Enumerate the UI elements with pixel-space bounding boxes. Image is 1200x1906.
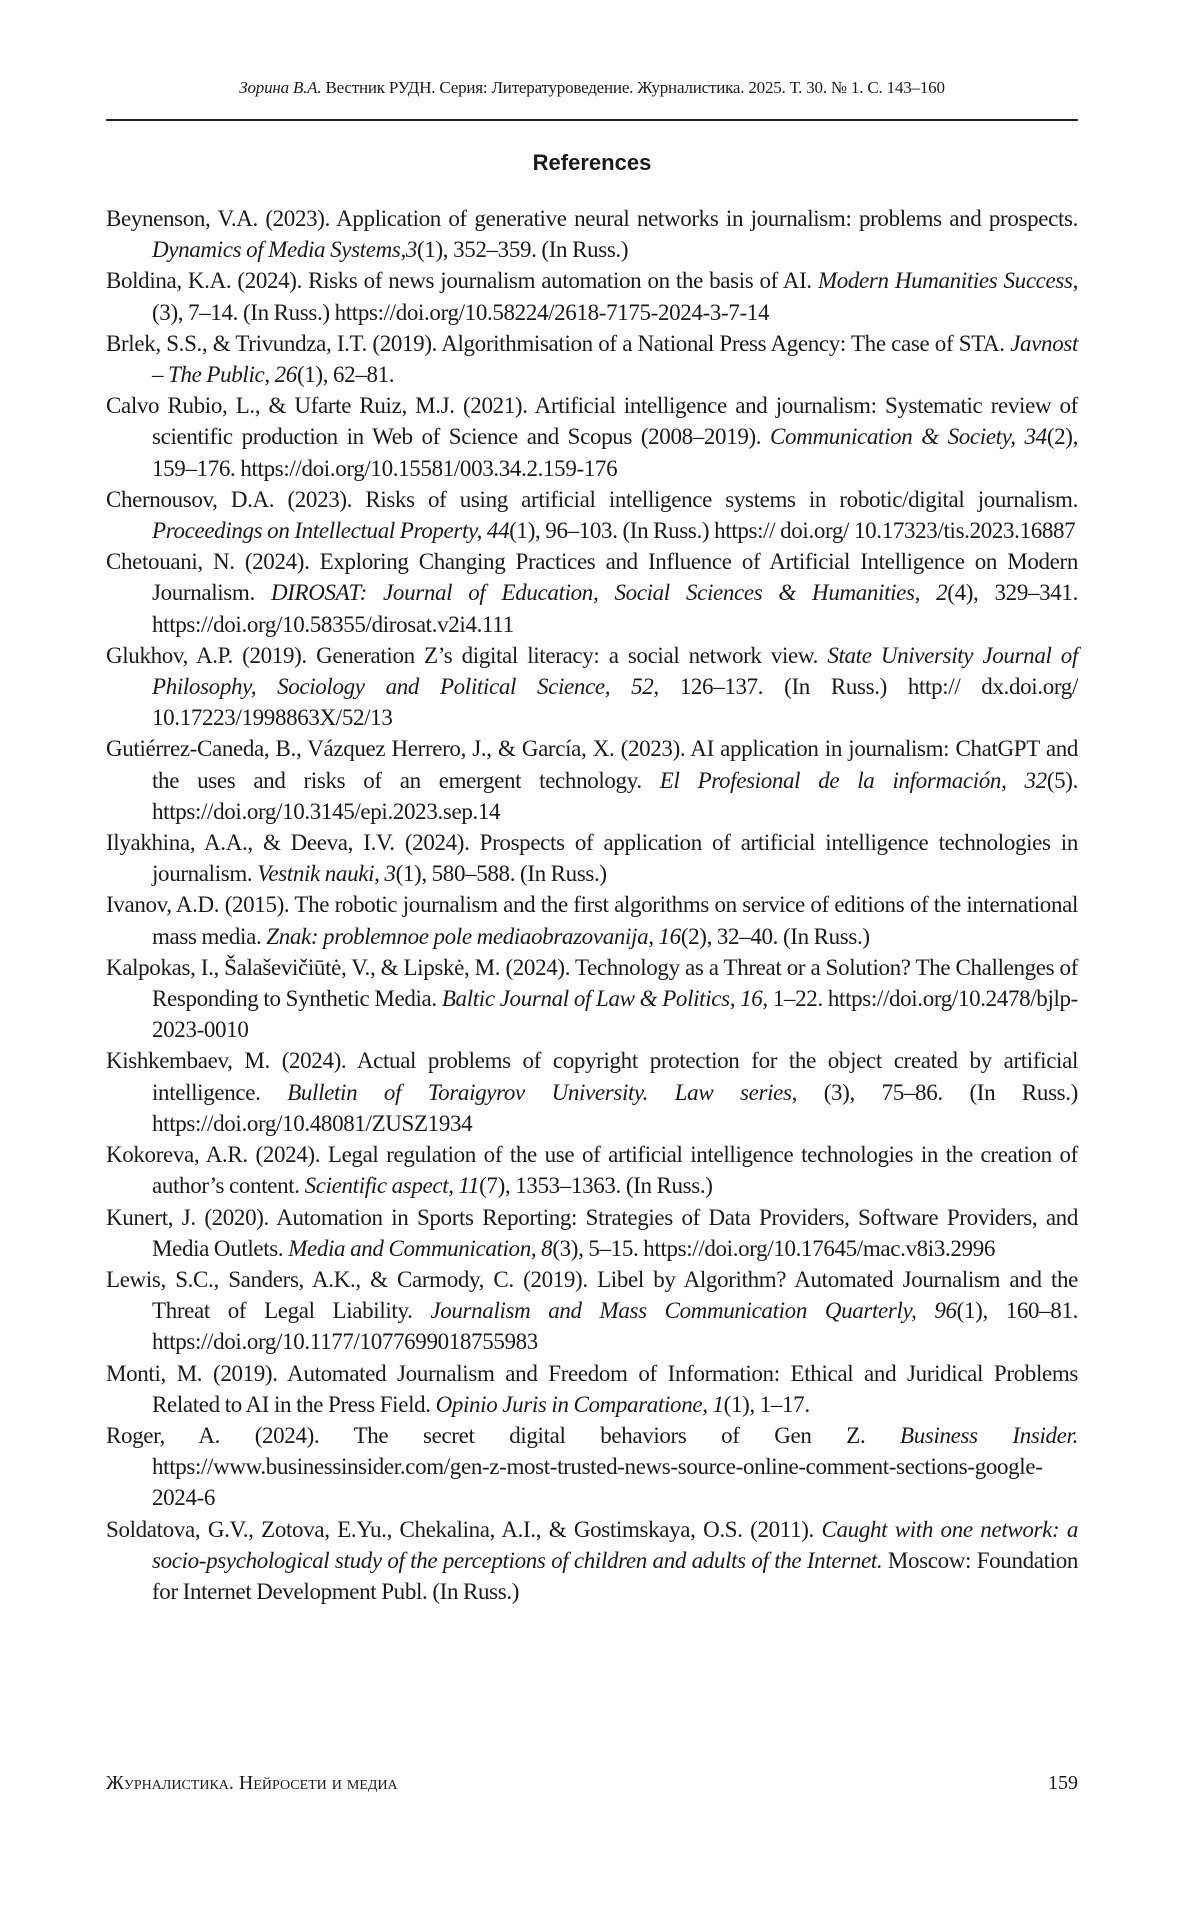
reference-list	[106, 203, 1078, 1607]
reference-entry	[106, 328, 1078, 390]
reference-text: (1), 580–588. (In Russ.)	[396, 861, 607, 886]
reference-source: Scientific aspect, 11	[305, 1173, 480, 1198]
reference-entry	[106, 889, 1078, 951]
reference-text: (1), 160–81. https://doi.org/10.1177/1077699018755983	[152, 1298, 1078, 1354]
reference-text: (7), 1353–1363. (In Russ.)	[479, 1173, 712, 1198]
reference-entry	[106, 546, 1078, 640]
reference-text: Chetouani, N. (2024). Exploring Changing Practices and Influence of Artificial Intelligence on Modern Journalism.	[106, 549, 1078, 605]
reference-source: Opinio Juris in Comparatione, 1	[436, 1392, 724, 1417]
reference-text: Chernousov, D.A. (2023). Risks of using artificial intelligence systems in robotic/digital journalism.	[106, 487, 1078, 512]
reference-entry	[106, 1139, 1078, 1201]
reference-text: 1–22. https://doi.org/10.2478/bjlp-2023-0010	[152, 986, 1078, 1042]
section-title: References	[106, 150, 1078, 176]
reference-entry	[106, 1202, 1078, 1264]
reference-source: State University Journal of Philosophy, Sociology and Political Science, 52,	[152, 643, 1078, 699]
reference-source: Znak: problemnoe pole mediaobrazovanija, 16	[266, 924, 681, 949]
reference-text: (1), 62–81.	[297, 362, 394, 387]
running-head-author: Зорина В.А.	[239, 78, 321, 97]
reference-entry	[106, 827, 1078, 889]
reference-text: Kunert, J. (2020). Automation in Sports Reporting: Strategies of Data Providers, Software Providers, and Media Outlets.	[106, 1205, 1078, 1261]
reference-text: Ivanov, A.D. (2015). The robotic journalism and the first algorithms on service of editions of the international mass media.	[106, 892, 1078, 948]
reference-text: Lewis, S.C., Sanders, A.K., & Carmody, C. (2019). Libel by Algorithm? Automated Journalism and the Threat of Legal Liability.	[106, 1267, 1078, 1323]
reference-entry	[106, 1514, 1078, 1608]
reference-entry	[106, 640, 1078, 734]
reference-text: Kishkembaev, M. (2024). Actual problems of copyright protection for the object created by artificial intelligence.	[106, 1048, 1078, 1104]
reference-entry	[106, 390, 1078, 484]
reference-entry	[106, 1420, 1078, 1514]
reference-source: Proceedings on Intellectual Property, 44	[152, 518, 509, 543]
running-head-citation: Вестник РУДН. Серия: Литературоведение. Журналистика. 2025. Т. 30. № 1. С. 143–160	[321, 78, 944, 97]
reference-text: (3), 5–15. https://doi.org/10.17645/mac.v8i3.2996	[552, 1236, 995, 1261]
reference-text: Boldina, K.A. (2024). Risks of news journalism automation on the basis of AI.	[106, 268, 818, 293]
reference-text: (1), 1–17.	[724, 1392, 810, 1417]
reference-text: Gutiérrez-Caneda, B., Vázquez Herrero, J., & García, X. (2023). AI application in journalism: ChatGPT and the uses and risks of an emergent technology.	[106, 736, 1078, 792]
reference-source: Javnost – The Public, 26	[152, 331, 1078, 387]
reference-source: Dynamics of Media Systems,3	[152, 237, 417, 262]
reference-text: Ilyakhina, A.A., & Deeva, I.V. (2024). Prospects of application of artificial intelligence technologies in journalism.	[106, 830, 1078, 886]
reference-entry	[106, 1264, 1078, 1358]
reference-entry	[106, 484, 1078, 546]
reference-text: Moscow: Foundation for Internet Development Publ. (In Russ.)	[152, 1548, 1078, 1604]
reference-entry	[106, 203, 1078, 265]
footer-section: Журналистика. Нейросети и медиа	[106, 1772, 398, 1795]
reference-source: Media and Communication, 8	[288, 1236, 552, 1261]
reference-text: Soldatova, G.V., Zotova, E.Yu., Chekalina, A.I., & Gostimskaya, O.S. (2011).	[106, 1517, 822, 1542]
reference-text: (5). https://doi.org/10.3145/epi.2023.sep.14	[152, 768, 1078, 824]
reference-entry	[106, 733, 1078, 827]
reference-text: (2), 159–176. https://doi.org/10.15581/003.34.2.159-176	[152, 424, 1078, 480]
reference-text: (2), 32–40. (In Russ.)	[681, 924, 870, 949]
page-number: 159	[1048, 1772, 1078, 1795]
reference-source: Communication & Society, 34	[770, 424, 1047, 449]
reference-text: Monti, M. (2019). Automated Journalism and Freedom of Information: Ethical and Juridical Problems Related to AI in the Press Field.	[106, 1361, 1078, 1417]
running-head	[106, 78, 1078, 98]
reference-source: Journalism and Mass Communication Quarterly, 96	[430, 1298, 956, 1323]
reference-source: Business Insider.	[900, 1423, 1078, 1448]
reference-source: Bulletin of Toraigyrov University. Law series,	[287, 1080, 797, 1105]
reference-entry	[106, 952, 1078, 1046]
reference-source: Baltic Journal of Law & Politics, 16,	[442, 986, 768, 1011]
reference-source: Vestnik nauki, 3	[257, 861, 395, 886]
reference-entry	[106, 1358, 1078, 1420]
reference-text: Kalpokas, I., Šalaševičiūtė, V., & Lipskė, M. (2024). Technology as a Threat or a Solution? The Challenges of Responding to Synthetic Media.	[106, 955, 1078, 1011]
reference-source: Caught with one network: a socio-psychological study of the perceptions of children and adults of the Internet.	[152, 1517, 1078, 1573]
reference-text: Calvo Rubio, L., & Ufarte Ruiz, M.J. (2021). Artificial intelligence and journalism: Systematic review of scientific production in Web of Science and Scopus (2008–2019).	[106, 393, 1078, 449]
reference-text: (4), 329–341. https://doi.org/10.58355/dirosat.v2i4.111	[152, 580, 1078, 636]
reference-source: Modern Humanities Success	[818, 268, 1073, 293]
page-footer	[106, 1772, 1078, 1795]
reference-text: , (3), 7–14. (In Russ.) https://doi.org/10.58224/2618-7175-2024-3-7-14	[152, 268, 1078, 324]
reference-text: (3), 75–86. (In Russ.) https://doi.org/10.48081/ZUSZ1934	[152, 1080, 1078, 1136]
reference-text: (1), 96–103. (In Russ.) https:// doi.org/ 10.17323/tis.2023.16887	[509, 518, 1075, 543]
reference-text: 126–137. (In Russ.) http:// dx.doi.org/ 10.17223/1998863X/52/13	[152, 674, 1078, 730]
reference-text: Roger, A. (2024). The secret digital behaviors of Gen Z.	[106, 1423, 900, 1448]
reference-text: Kokoreva, A.R. (2024). Legal regulation of the use of artificial intelligence technologies in the creation of author’s content.	[106, 1142, 1078, 1198]
reference-text: (1), 352–359. (In Russ.)	[417, 237, 628, 262]
reference-text: Beynenson, V.A. (2023). Application of generative neural networks in journalism: problems and prospects.	[106, 206, 1078, 231]
reference-entry	[106, 265, 1078, 327]
reference-text: https://www.businessinsider.com/gen-z-most-trusted-news-source-online-comment-sections-google-2024-6	[152, 1454, 1043, 1510]
header-rule	[106, 119, 1078, 121]
reference-source: El Profesional de la información, 32	[660, 768, 1047, 793]
reference-source: DIROSAT: Journal of Education, Social Sciences & Humanities, 2	[271, 580, 947, 605]
reference-text: Brlek, S.S., & Trivundza, I.T. (2019). Algorithmisation of a National Press Agency: The case of STA.	[106, 331, 1010, 356]
reference-text: Glukhov, A.P. (2019). Generation Z’s digital literacy: a social network view.	[106, 643, 827, 668]
reference-entry	[106, 1045, 1078, 1139]
